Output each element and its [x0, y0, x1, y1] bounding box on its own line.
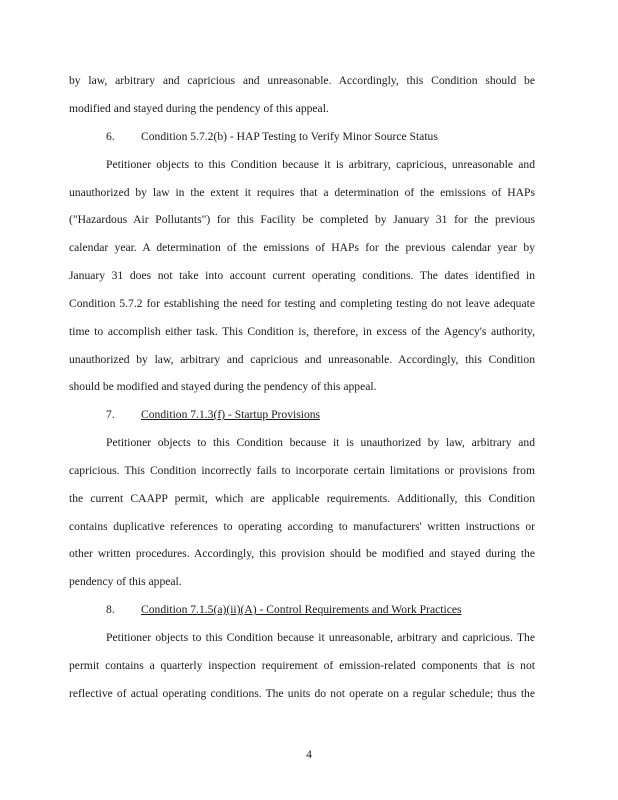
- text-line: capricious. This Condition incorrectly fails to incorporate certain limitations or provisions from: [69, 464, 535, 477]
- text-line: Petitioner objects to this Condition because it is arbitrary, capricious, unreasonable and: [106, 158, 535, 171]
- text-line: ("Hazardous Air Pollutants") for this Facility be completed by January 31 for the previous: [69, 213, 535, 226]
- text-line: modified and stayed during the pendency of this appeal.: [69, 102, 329, 115]
- text-line: unauthorized by law, arbitrary and capricious and unreasonable. Accordingly, this Condition: [69, 353, 535, 366]
- text-line: should be modified and stayed during the pendency of this appeal.: [69, 380, 377, 393]
- text-line: time to accomplish either task. This Condition is, therefore, in excess of the Agency's authority,: [69, 325, 535, 338]
- text-line: calendar year. A determination of the emissions of HAPs for the previous calendar year by: [69, 241, 535, 254]
- text-line: Condition 5.7.2 for establishing the need for testing and completing testing do not leave adequate: [69, 297, 535, 310]
- page-number: 4: [306, 748, 312, 761]
- text-line: contains duplicative references to operating according to manufacturers' written instructions or: [69, 520, 535, 533]
- text-line: Petitioner objects to this Condition because it is unauthorized by law, arbitrary and: [106, 436, 535, 449]
- text-line: Petitioner objects to this Condition because it unreasonable, arbitrary and capricious. The: [106, 631, 535, 644]
- section-heading: Condition 7.1.3(f) - Startup Provisions: [141, 408, 321, 421]
- text-line: by law, arbitrary and capricious and unreasonable. Accordingly, this Condition should be: [69, 74, 535, 87]
- text-line: reflective of actual operating conditions. The units do not operate on a regular schedule; thus the: [69, 687, 535, 700]
- section-number: 7.: [106, 408, 115, 421]
- text-line: the current CAAPP permit, which are applicable requirements. Additionally, this Condition: [69, 492, 535, 505]
- text-line: permit contains a quarterly inspection requirement of emission-related components that is not: [69, 659, 535, 672]
- text-line: pendency of this appeal.: [69, 575, 182, 588]
- text-line: unauthorized by law in the extent it requires that a determination of the emissions of HAPs: [69, 186, 535, 199]
- text-line: January 31 does not take into account current operating conditions. The dates identified in: [69, 269, 535, 282]
- section-number: 6.: [106, 130, 115, 143]
- section-heading: Condition 5.7.2(b) - HAP Testing to Verify Minor Source Status: [141, 130, 438, 143]
- text-line: other written procedures. Accordingly, this provision should be modified and stayed during the: [69, 547, 535, 560]
- section-heading: Condition 7.1.5(a)(ii)(A) - Control Requirements and Work Practices: [141, 603, 462, 616]
- section-number: 8.: [106, 603, 115, 616]
